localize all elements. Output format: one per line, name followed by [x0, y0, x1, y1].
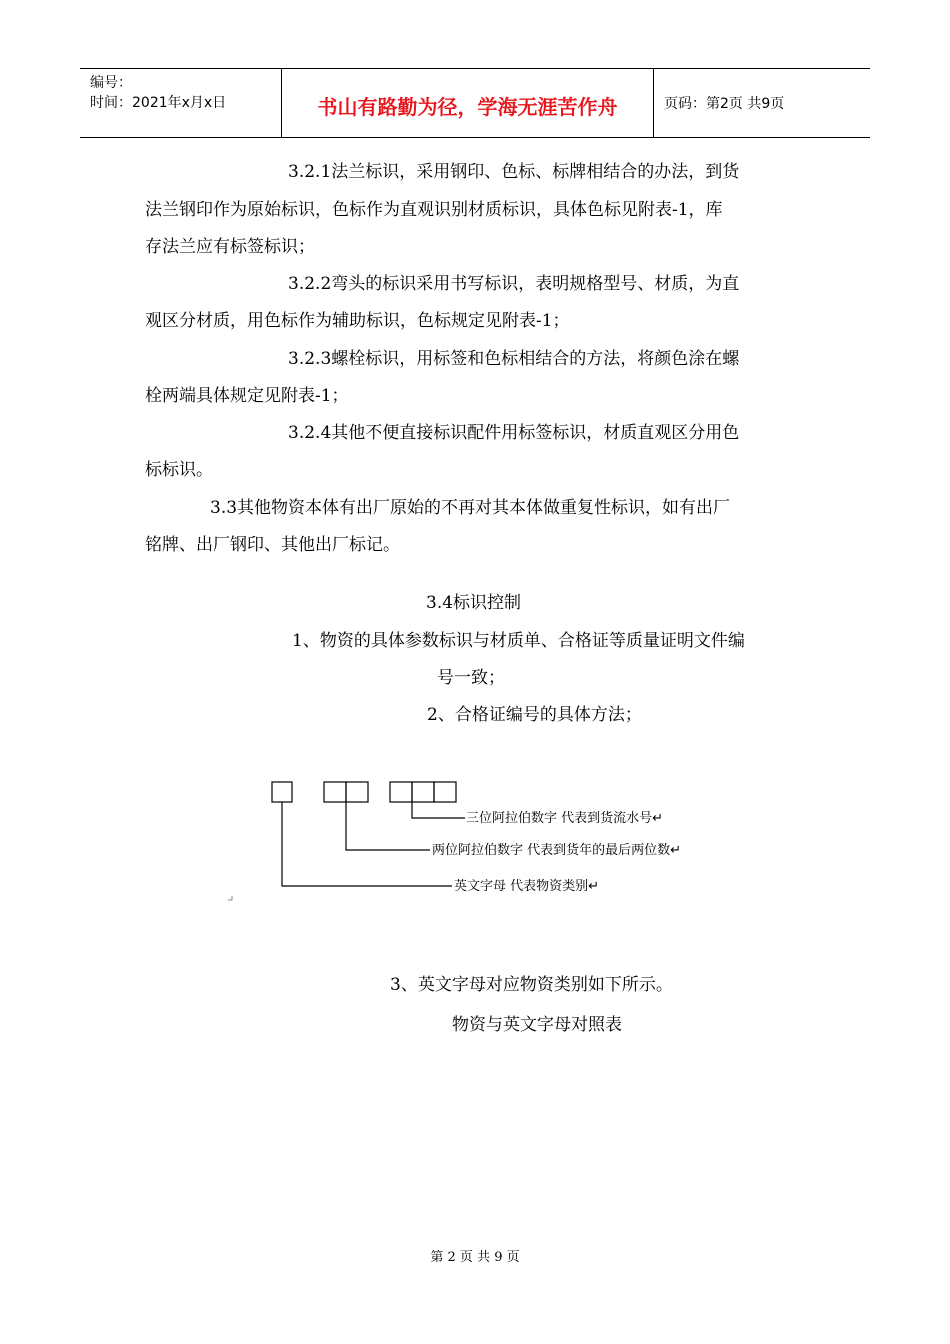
year-box-1	[324, 782, 346, 802]
page-footer: 第 2 页 共 9 页	[430, 1250, 520, 1265]
letter-box	[272, 782, 292, 802]
table-title: 物资与英文字母对照表	[452, 1015, 622, 1035]
paragraph-33-line1: 3.3其他物资本体有出厂原始的不再对其本体做重复性标识，如有出厂	[210, 498, 731, 518]
header-motto: 书山有路勤为径，学海无涯苦作舟	[317, 94, 618, 119]
serial-box-3	[434, 782, 456, 802]
header-page-cell	[654, 69, 870, 137]
paragraph-321-line3: 存法兰应有标签标识；	[145, 237, 315, 257]
year-box-2	[346, 782, 368, 802]
paragraph-323-line1: 3.2.3螺栓标识，用标签和色标相结合的方法，将颜色涂在螺	[288, 349, 740, 369]
header-page-info: 页码：第2页 共9页	[664, 96, 785, 112]
serial-box-2	[412, 782, 434, 802]
paragraph-33-line2: 铭牌、出厂钢印、其他出厂标记。	[145, 535, 400, 555]
serial-leader-line	[412, 802, 465, 818]
paragraph-321-line1: 3.2.1法兰标识，采用钢印、色标、标牌相结合的办法，到货	[288, 162, 740, 182]
letter-leader-line	[282, 802, 452, 886]
item-1-line1: 1、物资的具体参数标识与材质单、合格证等质量证明文件编	[292, 631, 745, 651]
header-motto-cell	[282, 69, 654, 137]
paragraph-mark-icon	[228, 896, 232, 900]
paragraph-323-line2: 栓两端具体规定见附表-1；	[145, 386, 349, 406]
doc-number-label: 编号：	[90, 75, 132, 91]
item-2: 2、合格证编号的具体方法；	[427, 705, 642, 725]
paragraph-321-line2: 法兰钢印作为原始标识，色标作为直观识别材质标识，具体色标见附表-1，库	[145, 200, 723, 220]
diagram-label-letter: 英文字母 代表物资类别↵	[454, 879, 600, 894]
paragraph-324-line1: 3.2.4其他不便直接标识配件用标签标识，材质直观区分用色	[288, 423, 740, 443]
diagram-label-year: 两位阿拉伯数字 代表到货年的最后两位数↵	[432, 843, 682, 858]
year-leader-line	[346, 802, 430, 850]
item-3: 3、英文字母对应物资类别如下所示。	[390, 975, 673, 995]
header-table	[80, 68, 870, 138]
serial-box-1	[390, 782, 412, 802]
section-34-title: 3.4标识控制	[426, 593, 522, 613]
cert-number-diagram	[220, 770, 740, 910]
paragraph-322-line2: 观区分材质，用色标作为辅助标识，色标规定见附表-1；	[145, 311, 570, 331]
doc-date-label: 时间：2021年x月x日	[90, 95, 227, 111]
item-1-line2: 号一致；	[437, 668, 505, 688]
paragraph-322-line1: 3.2.2弯头的标识采用书写标识，表明规格型号、材质，为直	[288, 274, 740, 294]
header-meta	[80, 69, 282, 137]
diagram-label-serial: 三位阿拉伯数字 代表到货流水号↵	[466, 811, 664, 826]
paragraph-324-line2: 标标识。	[145, 460, 213, 480]
